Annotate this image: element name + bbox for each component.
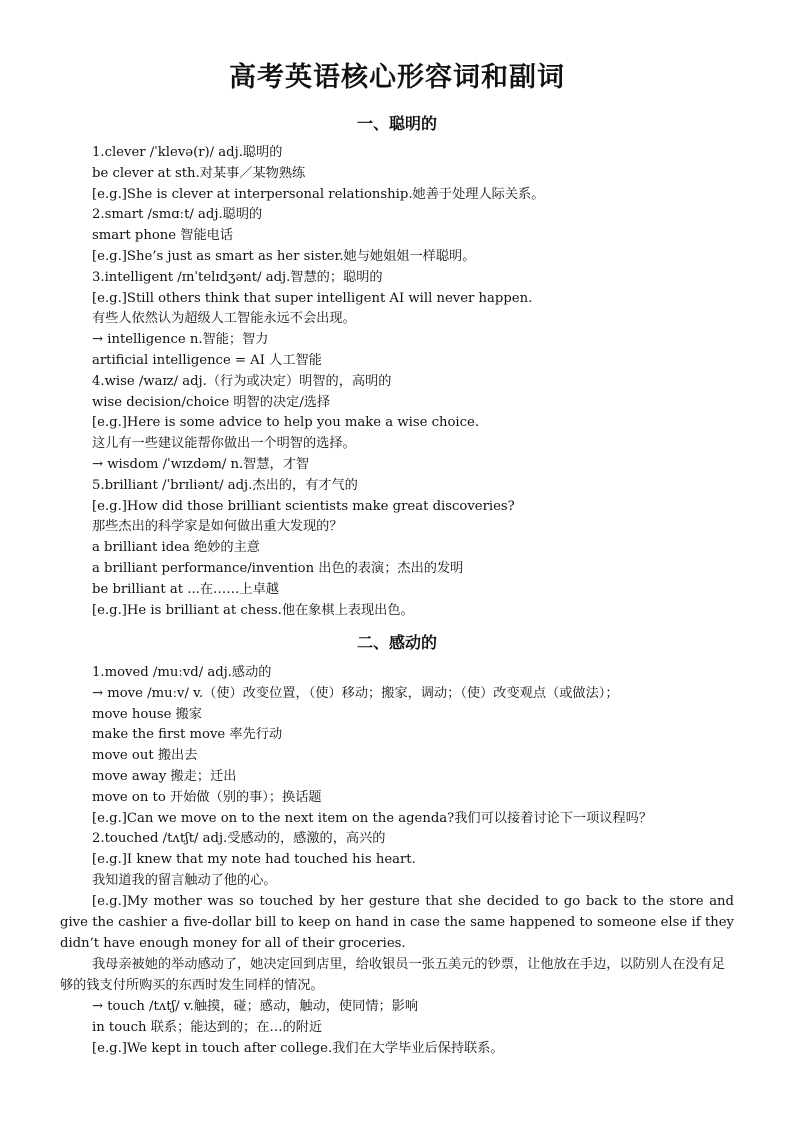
text-line: wise decision/choice 明智的决定/选择	[92, 394, 331, 410]
text-line: 1.moved /muːvd/ adj.感动的	[92, 665, 272, 680]
section1-lines	[0, 143, 794, 621]
section-heading-clever: 一、聪明的	[356, 114, 437, 133]
text-line: [e.g.]I knew that my note had touched his heart.	[92, 852, 416, 868]
text-line: [e.g.]Can we move on to the next item on the agenda?我们可以接着讨论下一项议程吗？	[92, 810, 653, 826]
text-line: [e.g.]Here is some advice to help you make a wise choice.	[92, 415, 480, 431]
text-line: → move /muːv/ v.（使）改变位置，（使）移动；搬家，调动；（使）改变观点（或做法）；	[92, 685, 619, 701]
text-line: smart phone 智能电话	[92, 228, 234, 244]
text-line: move out 搬出去	[92, 748, 198, 764]
text-line: 3.intelligent /ɪnˈtelɪdʒənt/ adj.智慧的；聪明的	[92, 269, 383, 285]
text-line: move on to 开始做（别的事）；换话题	[92, 789, 322, 805]
text-line: [e.g.]He is brilliant at chess.他在象棋上表现出色。	[92, 602, 414, 618]
text-line: be clever at sth.对某事／某物熟练	[92, 165, 306, 181]
section-heading-moved: 二、感动的	[356, 633, 437, 652]
text-line: 那些杰出的科学家是如何做出重大发现的？	[92, 519, 343, 535]
text-line: 有些人依然认为超级人工智能永远不会出现。	[92, 311, 356, 327]
text-line: → wisdom /ˈwɪzdəm/ n.智慧，才智	[92, 456, 310, 472]
text-line: 4.wise /waɪz/ adj.（行为或决定）明智的，高明的	[92, 373, 392, 389]
text-line: be brilliant at ...在……上卓越	[92, 581, 279, 597]
text-line: [e.g.]She is clever at interpersonal relationship.她善于处理人际关系。	[92, 186, 545, 202]
text-line: move house 搬家	[92, 706, 202, 722]
text-line: a brilliant performance/invention 出色的表演；杰出的发明	[92, 560, 464, 576]
text-line: 1.clever /ˈklevə(r)/ adj.聪明的	[92, 145, 283, 160]
text-line: → intelligence n.智能；智力	[92, 332, 269, 348]
text-line: 2.touched /tʌtʃt/ adj.受感动的，感激的，高兴的	[92, 831, 386, 847]
text-line: make the first move 率先行动	[92, 727, 283, 743]
text-line: move away 搬走；迁出	[92, 768, 237, 784]
text-line: [e.g.]She’s just as smart as her sister.她与她姐姐一样聪明。	[92, 248, 476, 264]
text-line: 我知道我的留言触动了他的心。	[92, 872, 277, 888]
example-paragraph-en: [e.g.]My mother was so touched by her gesture that she decided to go back to the store and give the cashier a five-dollar bill to keep on hand in case the same happened to someone else if they didn’t have enough money for all of their groceries.	[60, 894, 734, 951]
text-line: [e.g.]How did those brilliant scientists make great discoveries?	[92, 498, 515, 514]
document-title: 高考英语核心形容词和副词	[229, 62, 565, 93]
text-line: 这儿有一些建议能帮你做出一个明智的选择。	[92, 436, 356, 452]
text-line: → touch /tʌtʃ/ v.触摸，碰；感动，触动，使同情；影响	[92, 999, 419, 1014]
section2-lines	[0, 663, 794, 892]
text-line: [e.g.]We kept in touch after college.我们在大学毕业后保持联系。	[92, 1040, 504, 1056]
text-line: [e.g.]Still others think that super intelligent AI will never happen.	[92, 290, 533, 306]
text-line: in touch 联系；能达到的；在…的附近	[92, 1019, 323, 1035]
text-line: artificial intelligence = AI 人工智能	[92, 352, 322, 368]
text-line: 5.brilliant /ˈbrɪliənt/ adj.杰出的，有才气的	[92, 477, 358, 493]
text-line: a brilliant idea 绝妙的主意	[92, 540, 260, 556]
text-line: 2.smart /smɑːt/ adj.聪明的	[92, 207, 263, 223]
example-paragraph-cn: 我母亲被她的举动感动了，她决定回到店里，给收银员一张五美元的钞票，让他放在手边，以防别人在没有足够的钱支付所购买的东西时发生同样的情况。	[60, 957, 725, 993]
section2-lines-after	[0, 997, 794, 1059]
